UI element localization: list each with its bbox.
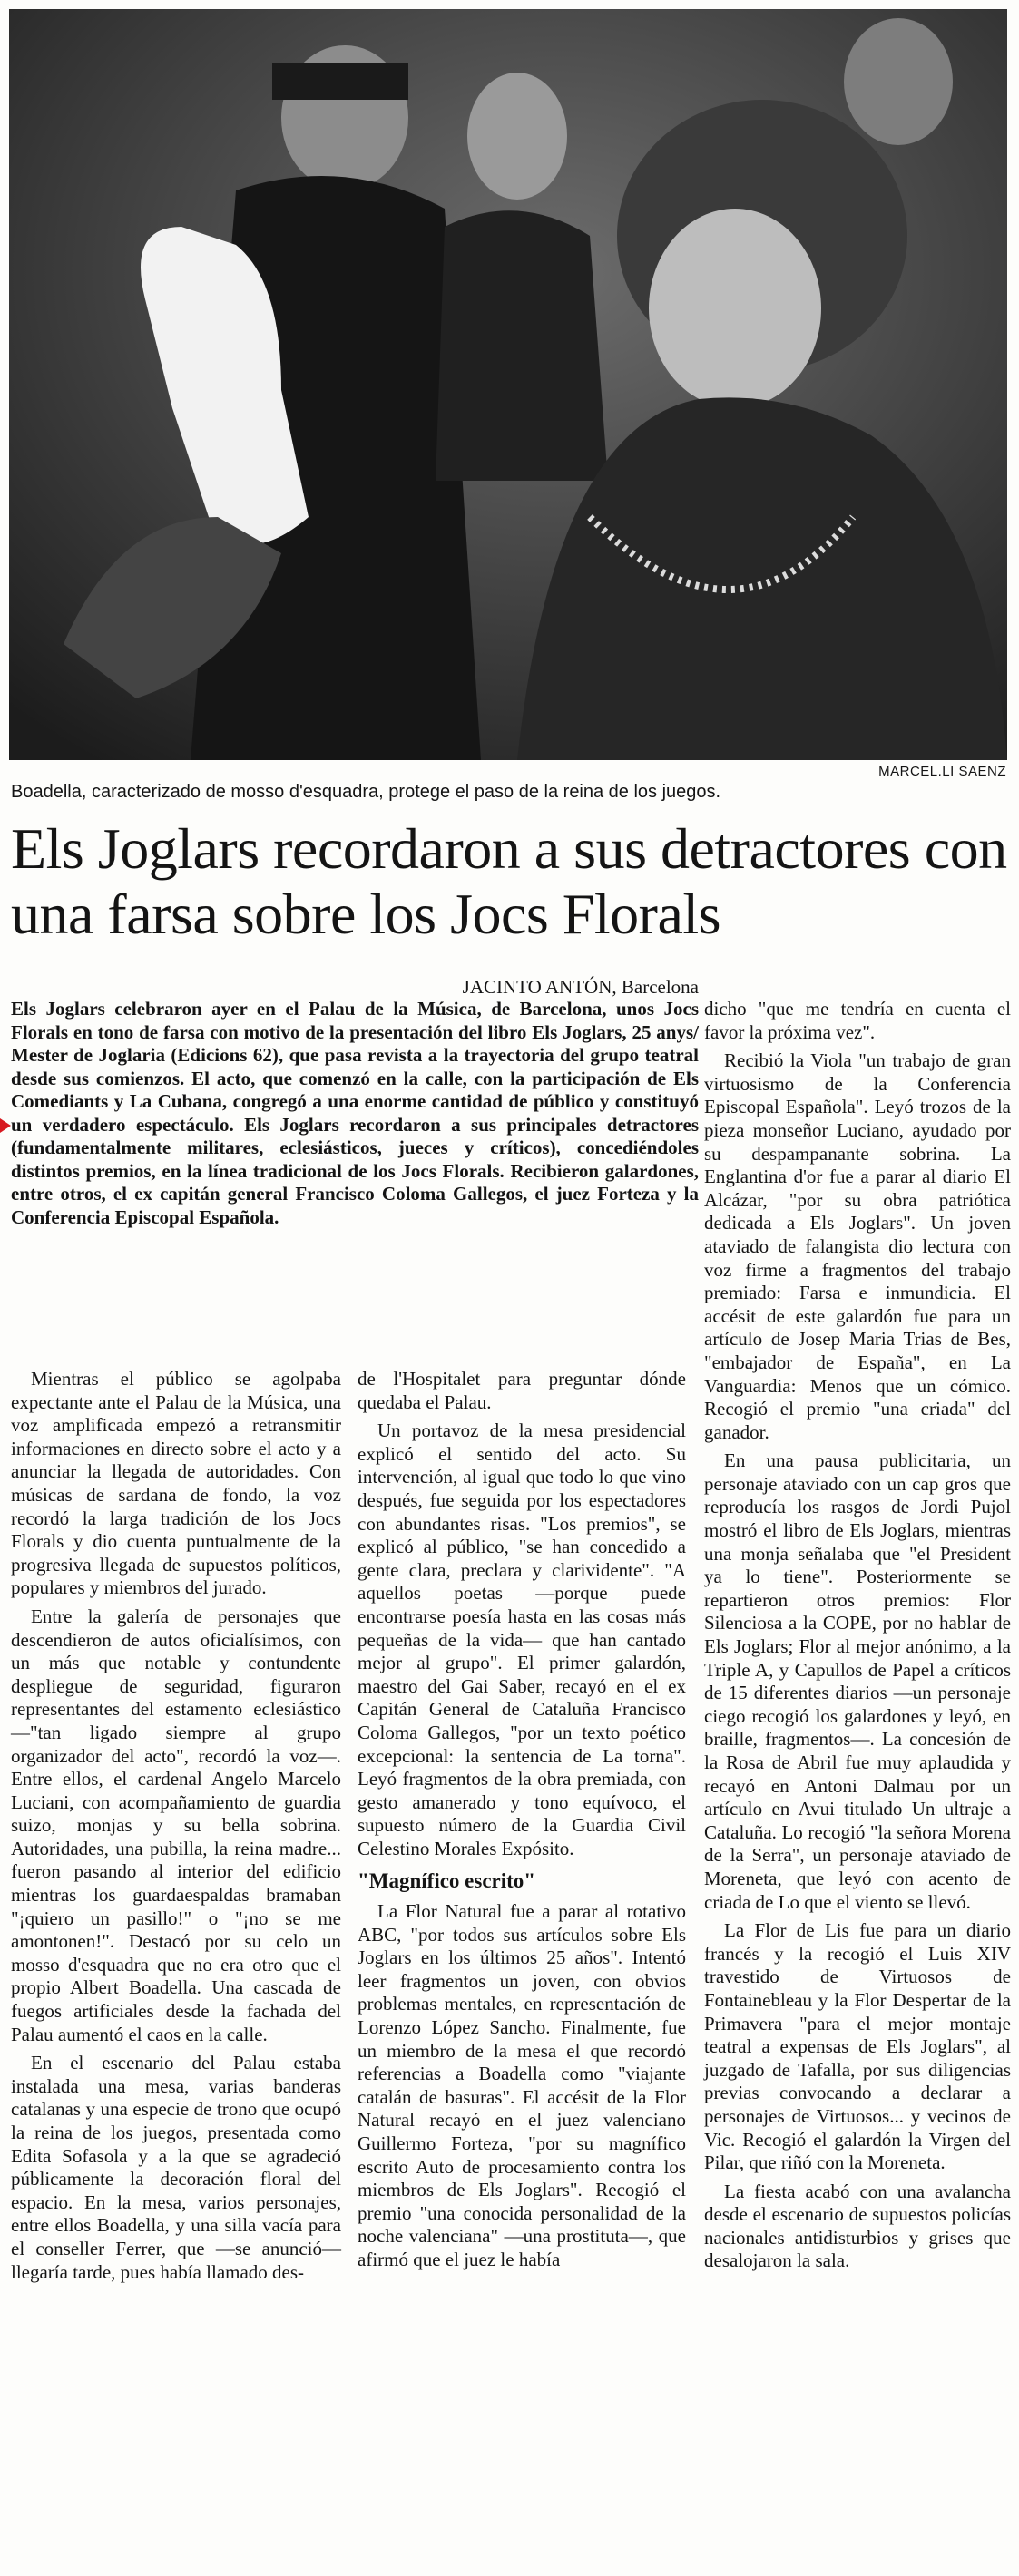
- article-byline: JACINTO ANTÓN, Barcelona: [462, 976, 699, 998]
- subheading: "Magnífico escrito": [358, 1869, 536, 1893]
- paragraph: La fiesta acabó con una avalancha desde el escenario de supuestos policías nacionales antidisturbios y grises que desalojaron la sala.: [704, 2180, 1011, 2272]
- column-1: [11, 1368, 341, 2289]
- photo-credit: MARCEL.LI SAENZ: [878, 764, 1006, 779]
- paragraph: Entre la galería de personajes que descendieron de autos oficialísimos, con un más que notable y contundente despliegue de seguridad, figuraron representantes del estamento eclesiástico —"tan ligado siempre al grupo organizador del acto", recordó la voz—. Entre ellos, el cardenal Angelo Marcelo Luciani, con acompañamiento de guardia suizo, monjas y su bella sobrina. Autoridades, una pubilla, la reina madre... fueron pasando al interior del edificio mientras los guardaespaldas bramaban "¡quiero un pasillo!" o "¡no se me amontonen!". Destacó por su celo un mosso d'esquadra que no era otro que el propio Albert Boadella. Una cascada de fuegos artificiales desde la fachada del Palau aumentó el caos en la calle.: [11, 1605, 341, 2045]
- column-3: [704, 998, 1011, 2278]
- paragraph: En una pausa publicitaria, un personaje ataviado con un cap gros que reproducía los rasgos de Jordi Pujol mostró el libro de Els Joglars, mientras una monja señalaba que "el President ya lo tiene". Posteriormente se repartieron otros premios: Flor Silenciosa a la COPE, por no hablar de Els Joglars; Flor al mejor anónimo, a la Triple A, y Capullos de Papel a críticos de 15 diferentes diarios —un personaje ciego recogió los galardones y leyó, en braille, fragmentos—. La concesión de la Rosa de Abril fue muy aplaudida y recayó en Antoni Dalmau por un artículo en Avui titulado Un ultraje a Cataluña. Lo recogió "la señora Morena de la Serra", un personaje ataviado de Moreneta, que leyó con acento de criada de Lo que el viento se llevó.: [704, 1449, 1011, 1913]
- photo-caption: Boadella, caracterizado de mosso d'esquadra, protege el paso de la reina de los juegos.: [11, 782, 721, 802]
- article-headline: Els Joglars recordaron a sus detractores con una farsa sobre los Jocs Florals: [11, 816, 1007, 946]
- paragraph: La Flor Natural fue a parar al rotativo ABC, "por todos sus artículos sobre Els Joglars en los últimos 25 años". Intentó leer fragmentos un joven, con obvios problemas mentales, en representación de Lorenzo López Sancho. Finalmente, fue un miembro de la mesa el que recordó referencias a Boadella como "viajante catalán de basuras". El accésit de la Flor Natural recayó en el juez valenciano Guillermo Forteza, "por su magnífico escrito Auto de procesamiento contra los miembros de Els Joglars". Recogió el premio "una conocida personalidad de la noche valenciana" —una prostituta—, que afirmó que el juez le había: [358, 1900, 686, 2270]
- paragraph: Un portavoz de la mesa presidencial explicó el sentido del acto. Su intervención, al igual que todo lo que vino después, fue seguida por los espectadores con abundantes risas. "Los premios", se explicó al público, "se han concedido a gente clara, preclara y clarividente". "A aquellos poetas —porque puede encontrarse poesía hasta en las cosas más pequeñas de la vida— que han cantado mejor al grupo". El primer galardón, maestro del Gai Saber, recayó en el ex Capitán General de Cataluña Francisco Coloma Gallegos, "por un texto poético excepcional: la sentencia de La torna". Leyó fragmentos de la obra premiada, con gesto amanerado y tono equívoco, el supuesto número de la Guardia Civil Celestino Morales Expósito.: [358, 1420, 686, 1859]
- article-lead: Els Joglars celebraron ayer en el Palau de la Música, de Barcelona, unos Jocs Florals en tono de farsa con motivo de la presentación del libro Els Joglars, 25 anys/ Mester de Joglaria (Edicions 62), que pasa revista a la trayectoria del grupo teatral desde sus comienzos. El acto, que comenzó en la calle, con la participación de Els Comediants y La Cubana, congregó a una enorme cantidad de público y constituyó un verdadero espectáculo. Els Joglars recordaron a sus principales detractores (fundamentalmente militares, eclesiásticos, jueces y críticos), concediéndoles distintos premios, en la línea tradicional de los Jocs Florals. Recibieron galardones, entre otros, el ex capitán general Francisco Coloma Gallegos, el juez Forteza y la Conferencia Episcopal Española.: [11, 998, 699, 1228]
- photo-icon: [9, 9, 1007, 760]
- news-photo: [9, 9, 1007, 760]
- column-2: [358, 1368, 686, 2278]
- paragraph: En el escenario del Palau estaba instalada una mesa, varias banderas catalanas y una especie de trono que ocupó la reina de los juegos, presentada como Edita Sofasola y a la que se agradeció públicamente la decoración floral del espacio. En la mesa, varios personajes, entre ellos Boadella, y una silla vacía para el conseller Ferrer, que —se anunció— llegaría tarde, pues había llamado des-: [11, 2052, 341, 2283]
- paragraph: Mientras el público se agolpaba expectante ante el Palau de la Música, una voz amplificada empezó a retransmitir informaciones en directo sobre el acto y a anunciar la llegada de autoridades. Con músicas de sardana de fondo, la voz recordó la larga tradición de los Jocs Florals y dio cuenta puntualmente de la progresiva llegada de supuestos políticos, populares y miembros del jurado.: [11, 1368, 341, 1599]
- paragraph: Recibió la Viola "un trabajo de gran virtuosismo de la Conferencia Episcopal Española". Leyó trozos de la pieza monseñor Luciano, ayudado por su despampanante sobrina. La Englantina d'or fue a parar al diario El Alcázar, "por su obra patriótica dedicada a Els Joglars". Un joven ataviado de falangista dio lectura con voz firme a fragmentos del trabajo premiado: Farsa e inmundicia. El accésit de este galardón fue para un artículo de Josep Maria Trias de Bes, "embajador de España", en La Vanguardia: Menos que un cómico. Recogió el premio "una criada" del ganador.: [704, 1049, 1011, 1443]
- red-marker-icon: [0, 1118, 11, 1133]
- paragraph: de l'Hospitalet para preguntar dónde quedaba el Palau.: [358, 1368, 686, 1413]
- paragraph: La Flor de Lis fue para un diario francés y la recogió el Luis XIV travestido de Virtuosos de Fontainebleau y la Flor Despertar de la Primavera "para el mejor montaje teatral a expensas de Els Joglars", al juzgado de Tafalla, por sus diligencias previas convocando a declarar a personajes de Virtuosos... y vecinos de Vic. Recogió el galardón la Virgen del Pilar, que riñó con la Moreneta.: [704, 1919, 1011, 2174]
- paragraph: dicho "que me tendría en cuenta el favor la próxima vez".: [704, 998, 1011, 1043]
